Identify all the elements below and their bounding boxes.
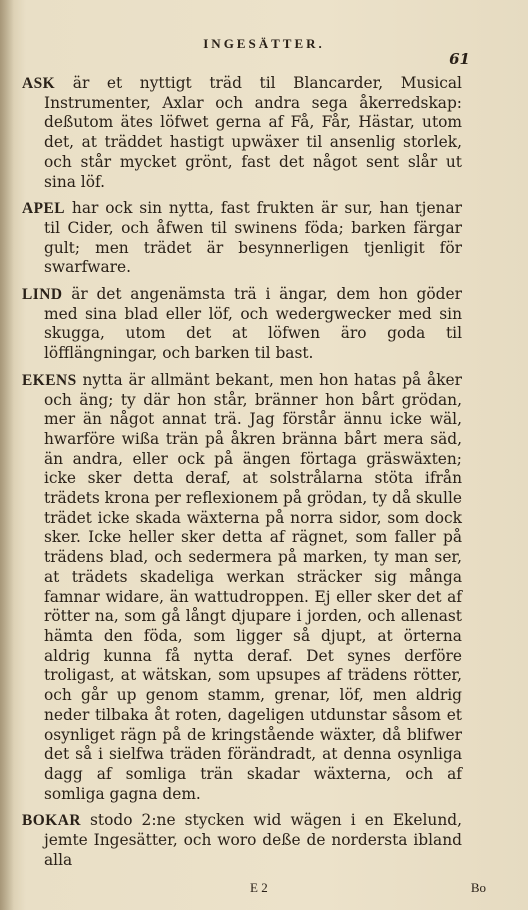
- page-footer: [0, 880, 528, 902]
- catchword: Bo: [470, 880, 486, 895]
- entry-text: har ock sin nytta, fast frukten är sur, han tjenar til Cider, och åfwen til swinens föda; barken färgar gult; men trädet är besynnerligen tjenligit för swarfware.: [44, 199, 462, 277]
- entry-bokar: [22, 811, 462, 870]
- entry-text: stodo 2:ne stycken wid wägen i en Ekelund, jemte Ingesätter, och woro deße de nordersta ibland alla: [44, 811, 462, 869]
- entry-apel: [22, 199, 462, 278]
- entry-lind: [22, 285, 462, 364]
- entry-head: APEL: [22, 200, 66, 218]
- page-number: 61: [449, 50, 470, 68]
- signature-mark: E 2: [250, 880, 268, 895]
- entry-head: EKENS: [22, 371, 77, 389]
- entry-head: BOKAR: [22, 812, 81, 830]
- entry-text: är det angenämsta trä i ängar, dem hon göder med sina blad eller löf, och wedergwecker med sin skugga, utom det at löfwen äro goda til löfflängningar, och barken til bast.: [44, 285, 462, 363]
- entry-ask: [22, 74, 462, 192]
- gutter-shadow: [0, 0, 14, 910]
- entry-text: nytta är allmänt bekant, men hon hatas på åker och äng; ty där hon står, bränner hon bårt grödan, mer än något annat trä. Jag förstår ännu icke wäl, hwarföre wißa trän på åkren bränna bårt mera säd, än andra, eller ock på ängen förtaga gräswäxten; icke sker detta deraf, at solstrålarna stöta ifrån trädets krona per reflexionem på grödan, ty då skulle trädet icke skada wäxterna på norra sidor, som dock sker. Icke heller sker detta af rägnet, som faller på trädens blad, och sedermera på marken, ty man ser, at trädets skadeliga werkan sträcker sig många famnar widare, än wattudroppen. Ej eller sker det af rötter na, som gå långt djupare i jorden, och allenast hämta den föda, som ligger så djupt, at örterna aldrig kunna få nytta deraf. Det synes derföre troligast, at wätskan, som upsupes af trädens rötter, och går up genom stamm, grenar, löf, men aldrig neder tilbaka åt roten, dageligen utdunstar såsom et osynliget rägn på de kringstående wäxter, då blifwer det så i sielfwa träden förändradt, at denna osynliga dagg af somliga trän skadar wäxterna, och af somliga gagna dem.: [44, 370, 462, 803]
- entry-head: LIND: [22, 286, 63, 304]
- running-head: INGESÄTTER.: [203, 36, 325, 51]
- entry-ekens: [22, 371, 462, 804]
- text-block: [22, 74, 462, 877]
- entry-text: är et nyttigt träd til Blancarder, Musical Instrumenter, Axlar och andra sega åkerredskap: deßutom ätes löfwet gerna af Få, Får, Hästar, utom det, at träddet hastigt upwäxer til ansenlig storlek, och står mycket grönt, fast det något sent slår ut sina löf.: [44, 74, 462, 191]
- entry-head: ASK: [22, 75, 56, 92]
